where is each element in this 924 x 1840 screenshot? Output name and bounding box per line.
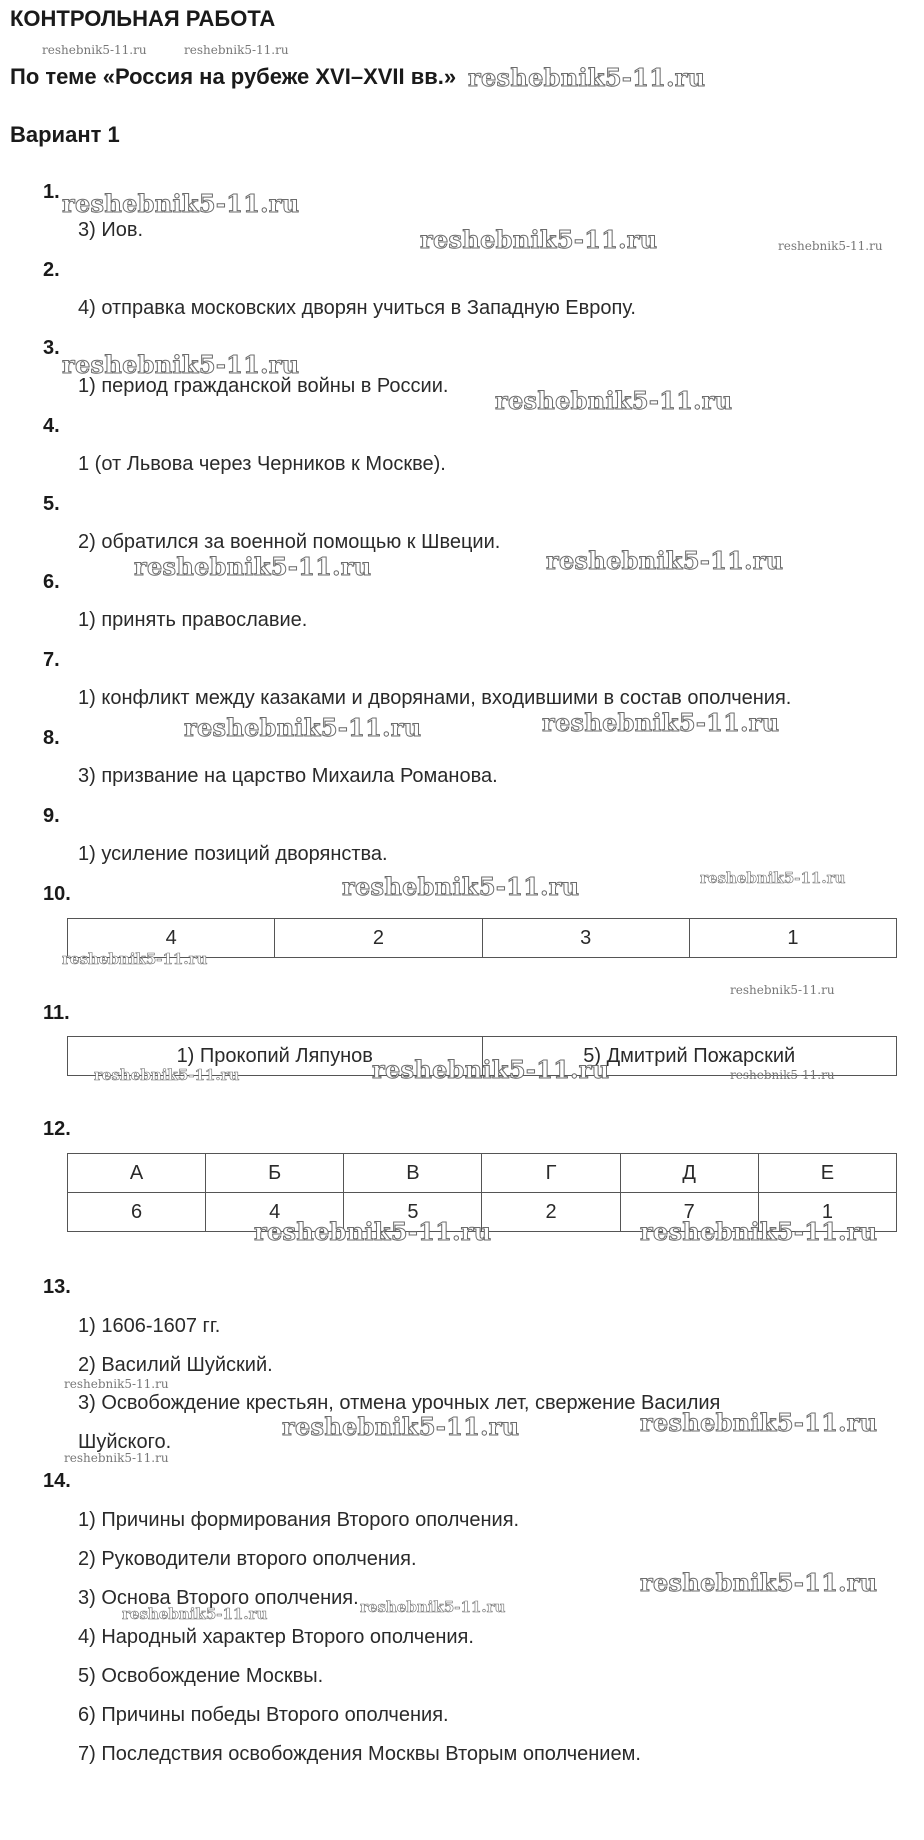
watermark: reshebnik5-11.ru bbox=[134, 552, 372, 581]
question-number-2: 2. bbox=[43, 259, 60, 281]
table-header-cell: А bbox=[68, 1154, 206, 1193]
question-number-5: 5. bbox=[43, 493, 60, 515]
table-cell: 6 bbox=[68, 1193, 206, 1232]
watermark: reshebnik5-11.ru bbox=[184, 43, 289, 57]
watermark: reshebnik5-11.ru bbox=[495, 386, 733, 415]
table-cell: 5 bbox=[344, 1193, 482, 1232]
watermark: reshebnik5-11.ru bbox=[42, 43, 147, 57]
answer-8: 3) призвание на царство Михаила Романова. bbox=[78, 765, 498, 787]
answer-4: 1 (от Львова через Черников к Москве). bbox=[78, 453, 446, 475]
watermark: reshebnik5-11.ru bbox=[542, 708, 780, 737]
question-number-8: 8. bbox=[43, 727, 60, 749]
table-header-cell: Е bbox=[758, 1154, 896, 1193]
watermark: reshebnik5-11.ru bbox=[730, 983, 835, 997]
variant-heading: Вариант 1 bbox=[10, 122, 120, 147]
table-cell: 4 bbox=[68, 919, 275, 958]
question-number-12: 12. bbox=[43, 1118, 71, 1140]
watermark: reshebnik5-11.ru bbox=[640, 1568, 878, 1597]
watermark: reshebnik5-11.ru bbox=[62, 189, 300, 218]
answer-5: 2) обратился за военной помощью к Швеции. bbox=[78, 531, 501, 553]
list-item: 3) Основа Второго ополчения. bbox=[78, 1587, 359, 1609]
watermark: reshebnik5-11.ru bbox=[730, 1068, 835, 1082]
question-number-14: 14. bbox=[43, 1470, 71, 1492]
question-number-1: 1. bbox=[43, 181, 60, 203]
list-item: 1) Причины формирования Второго ополчения. bbox=[78, 1509, 520, 1531]
answer-9: 1) усиление позиций дворянства. bbox=[78, 843, 388, 865]
list-item: 2) Василий Шуйский. bbox=[78, 1354, 273, 1376]
watermark: reshebnik5-11.ru bbox=[282, 1412, 520, 1441]
table-cell: 1) Прокопий Ляпунов bbox=[68, 1037, 483, 1076]
watermark: reshebnik5-11.ru bbox=[360, 1598, 506, 1616]
answer-1: 3) Иов. bbox=[78, 219, 144, 241]
question-number-13: 13. bbox=[43, 1276, 71, 1298]
list-item: Шуйского. bbox=[78, 1431, 172, 1453]
watermark: reshebnik5-11.ru bbox=[64, 1377, 169, 1391]
question-number-6: 6. bbox=[43, 571, 60, 593]
watermark: reshebnik5-11.ru bbox=[778, 239, 883, 253]
watermark: reshebnik5-11.ru bbox=[640, 1408, 878, 1437]
table-cell: 5) Дмитрий Пожарский bbox=[482, 1037, 897, 1076]
list-item: 6) Причины победы Второго ополчения. bbox=[78, 1704, 449, 1726]
answer-3: 1) период гражданской войны в России. bbox=[78, 375, 449, 397]
watermark: reshebnik5-11.ru bbox=[254, 1217, 492, 1246]
list-item: 1) 1606-1607 гг. bbox=[78, 1315, 221, 1337]
question-number-10: 10. bbox=[43, 883, 71, 905]
answer-7: 1) конфликт между казаками и дворянами, входившими в состав ополчения. bbox=[78, 687, 792, 709]
list-item: 4) Народный характер Второго ополчения. bbox=[78, 1626, 474, 1648]
watermark: reshebnik5-11.ru bbox=[640, 1217, 878, 1246]
watermark: reshebnik5-11.ru bbox=[468, 63, 706, 92]
question-number-4: 4. bbox=[43, 415, 60, 437]
question-number-11: 11. bbox=[43, 1002, 70, 1024]
list-item: 3) Освобождение крестьян, отмена урочных лет, свержение Василия bbox=[78, 1392, 721, 1414]
list-item: 5) Освобождение Москвы. bbox=[78, 1665, 324, 1687]
table-header-cell: Д bbox=[620, 1154, 758, 1193]
page-title: КОНТРОЛЬНАЯ РАБОТА bbox=[10, 6, 276, 31]
watermark: reshebnik5-11.ru bbox=[94, 1066, 240, 1084]
table-cell: 7 bbox=[620, 1193, 758, 1232]
table-cell: 1 bbox=[689, 919, 896, 958]
watermark: reshebnik5-11.ru bbox=[342, 872, 580, 901]
watermark: reshebnik5-11.ru bbox=[420, 225, 658, 254]
question-number-7: 7. bbox=[43, 649, 60, 671]
watermark: reshebnik5-11.ru bbox=[372, 1055, 610, 1084]
table-header-cell: Г bbox=[482, 1154, 620, 1193]
table-header-cell: В bbox=[344, 1154, 482, 1193]
watermark: reshebnik5-11.ru bbox=[122, 1605, 268, 1623]
watermark: reshebnik5-11.ru bbox=[700, 869, 846, 887]
watermark: reshebnik5-11.ru bbox=[64, 1451, 169, 1465]
table-header-cell: Б bbox=[206, 1154, 344, 1193]
table-cell: 3 bbox=[482, 919, 689, 958]
watermark: reshebnik5-11.ru bbox=[546, 546, 784, 575]
list-item: 7) Последствия освобождения Москвы Вторым ополчением. bbox=[78, 1743, 641, 1765]
watermark: reshebnik5-11.ru bbox=[184, 713, 422, 742]
watermark: reshebnik5-11.ru bbox=[62, 350, 300, 379]
table-cell: 1 bbox=[758, 1193, 896, 1232]
question-number-9: 9. bbox=[43, 805, 60, 827]
answer-6: 1) принять православие. bbox=[78, 609, 308, 631]
table-cell: 2 bbox=[482, 1193, 620, 1232]
table-cell: 2 bbox=[275, 919, 482, 958]
topic-heading: По теме «Россия на рубеже XVI–XVII вв.» bbox=[10, 64, 457, 89]
watermark: reshebnik5-11.ru bbox=[62, 950, 208, 968]
question-number-3: 3. bbox=[43, 337, 60, 359]
table-row bbox=[68, 1154, 897, 1193]
list-item: 2) Руководители второго ополчения. bbox=[78, 1548, 417, 1570]
table-cell: 4 bbox=[206, 1193, 344, 1232]
answer-2: 4) отправка московских дворян учиться в Западную Европу. bbox=[78, 297, 636, 319]
